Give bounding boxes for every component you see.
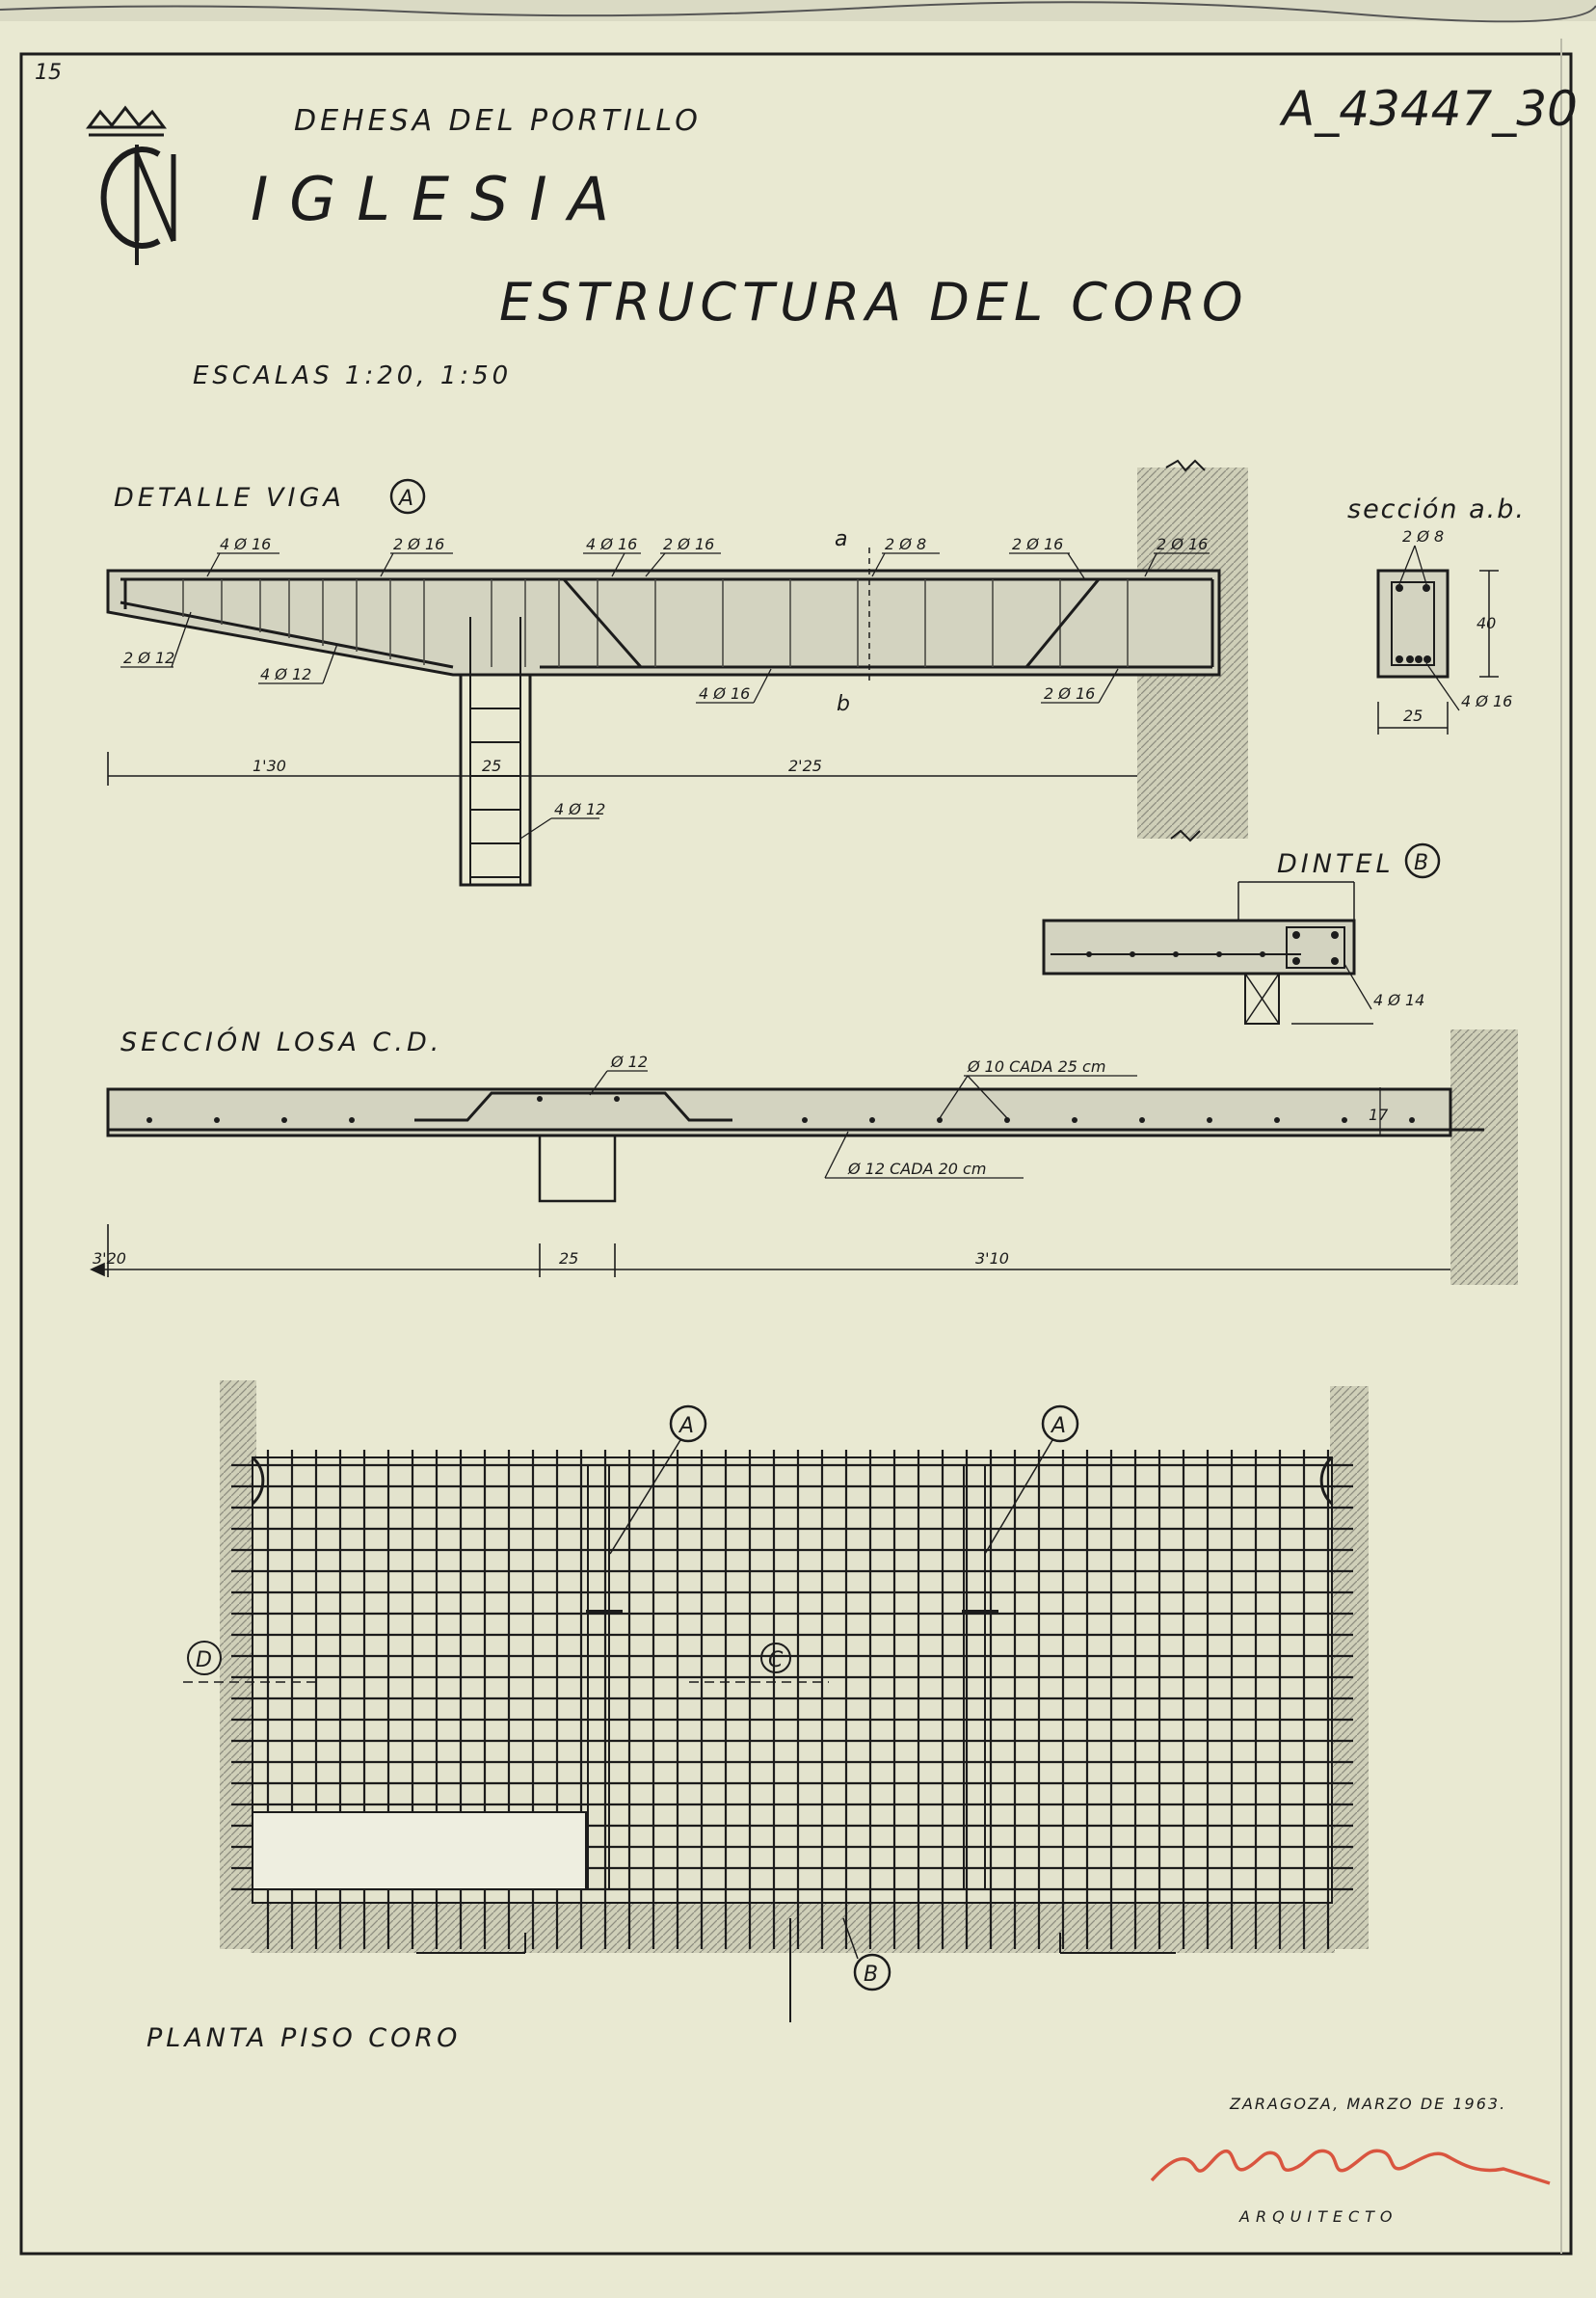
beam-dim-1: 1'30 bbox=[253, 757, 286, 775]
scales-label: ESCALAS 1:20, 1:50 bbox=[193, 361, 513, 390]
church-logo-icon bbox=[89, 108, 173, 265]
label-bot-2d16: 2 Ø 16 bbox=[1044, 684, 1096, 703]
label-top-2d8: 2 Ø 8 bbox=[885, 535, 927, 553]
slab-dim-2: 25 bbox=[559, 1249, 579, 1268]
plan-marker-b: B bbox=[864, 1963, 879, 1987]
label-top-4d16-b: 4 Ø 16 bbox=[586, 535, 638, 553]
lintel-title: DINTEL bbox=[1277, 849, 1395, 879]
label-bot-4d12: 4 Ø 12 bbox=[260, 665, 312, 683]
beam-detail-title: DETALLE VIGA bbox=[114, 483, 345, 513]
archive-reference: A_43447_30 bbox=[1282, 81, 1578, 137]
beam-outline bbox=[108, 571, 1219, 675]
section-ab-title: sección a.b. bbox=[1347, 494, 1526, 524]
label-top-2d16-d: 2 Ø 16 bbox=[1157, 535, 1209, 553]
plan-title: PLANTA PISO CORO bbox=[146, 2023, 462, 2053]
section-ab bbox=[1347, 494, 1526, 735]
section-ab-height: 40 bbox=[1476, 614, 1497, 632]
slab-dim-1: 3'20 bbox=[93, 1249, 126, 1268]
drawing-title: ESTRUCTURA DEL CORO bbox=[499, 272, 1249, 333]
beam-dim-2: 25 bbox=[482, 757, 502, 775]
label-bot-4d16: 4 Ø 16 bbox=[699, 684, 751, 703]
choir-floor-plan bbox=[183, 1380, 1369, 2022]
plan-marker-c: C bbox=[768, 1648, 784, 1672]
beam-detail bbox=[108, 461, 1248, 885]
section-ab-width: 25 bbox=[1403, 707, 1423, 725]
lintel-detail bbox=[1044, 844, 1439, 1024]
plan-marker-a2: A bbox=[1051, 1414, 1067, 1438]
beam-dim-3: 2'25 bbox=[788, 757, 822, 775]
building-name: IGLESIA bbox=[251, 164, 631, 234]
lintel-bars: 4 Ø 14 bbox=[1373, 991, 1425, 1009]
sheet-number: 15 bbox=[35, 61, 62, 85]
slab-bottom-bars: Ø 12 CADA 20 cm bbox=[848, 1160, 987, 1178]
slab-thickness: 17 bbox=[1369, 1106, 1389, 1124]
section-ab-bottom: 4 Ø 16 bbox=[1461, 692, 1513, 710]
section-ab-top: 2 Ø 8 bbox=[1402, 527, 1445, 546]
plan-opening bbox=[253, 1812, 586, 1889]
plan-right-wall bbox=[1330, 1386, 1369, 1949]
cut-a-label: a bbox=[835, 527, 848, 551]
slab-beam-under bbox=[540, 1136, 615, 1201]
slab-support-wall bbox=[1450, 1029, 1518, 1285]
label-top-2d16-b: 2 Ø 16 bbox=[663, 535, 715, 553]
lintel-outline bbox=[1044, 921, 1354, 974]
architect-role: ARQUITECTO bbox=[1239, 2207, 1398, 2226]
label-bot-2d12: 2 Ø 12 bbox=[123, 649, 175, 667]
slab-dim-3: 3'10 bbox=[975, 1249, 1009, 1268]
label-top-4d16-a: 4 Ø 16 bbox=[220, 535, 272, 553]
label-top-2d16-a: 2 Ø 16 bbox=[393, 535, 445, 553]
label-col-4d12: 4 Ø 12 bbox=[554, 800, 606, 818]
slab-section-title: SECCIÓN LOSA C.D. bbox=[120, 1028, 443, 1057]
plan-marker-a1: A bbox=[679, 1414, 695, 1438]
plan-marker-d: D bbox=[196, 1648, 212, 1672]
architect-signature bbox=[1152, 2151, 1550, 2183]
place-date: ZARAGOZA, MARZO DE 1963. bbox=[1230, 2095, 1507, 2113]
label-top-2d16-c: 2 Ø 16 bbox=[1012, 535, 1064, 553]
slab-top-bars: Ø 10 CADA 25 cm bbox=[968, 1057, 1106, 1076]
project-name: DEHESA DEL PORTILLO bbox=[294, 104, 702, 138]
slab-section bbox=[92, 1027, 1518, 1285]
cut-b-label: b bbox=[837, 692, 850, 716]
lintel-marker: B bbox=[1414, 851, 1429, 875]
beam-marker: A bbox=[399, 487, 414, 511]
slab-bent-bar: Ø 12 bbox=[611, 1053, 649, 1071]
